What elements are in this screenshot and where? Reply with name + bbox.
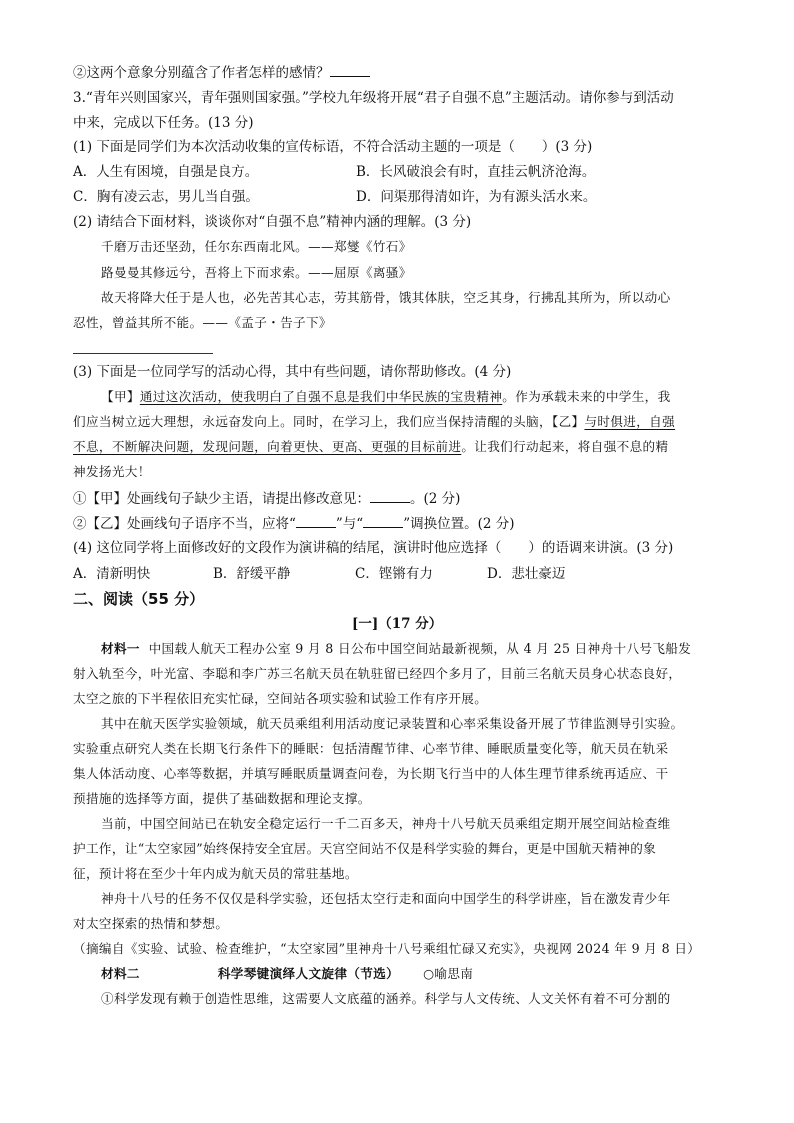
- yi-underlined-sentence-part1: 与时俱进，自强: [584, 414, 676, 429]
- material1-label: 材料一: [101, 641, 140, 656]
- q3-part4-stem: (4) 这位同学将上面修改好的文段作为演讲稿的结尾，演讲时他应选择（ ）的语调来讲演。(3 分): [73, 540, 674, 556]
- material1-p2-line1: 其中在航天医学实验领域，航天员乘组利用活动度记录装置和心率采集设备开展了节律监测导引实验。: [101, 716, 684, 731]
- material1-line1: 材料一 中国载人航天工程办公室 9 月 8 日公布中国空间站最新视频，从 4 月 25 日神舟十八号飞船发: [101, 641, 692, 656]
- q3-part3-sub1: ①【甲】处画线句子缺少主语，请提出修改意见： 。(2 分): [73, 488, 460, 509]
- essay-line2: 们应当树立远大理想，永远奋发向上。同时，在学习上，我们应当保持清醒的头脑，【乙】与时俱进，自强: [73, 414, 676, 429]
- material-quote-1: 千磨万击还坚劲，任尔东西南北风。——郑燮《竹石》: [101, 239, 412, 254]
- material2-title: 科学琴键演绎人文旋律（节选）: [217, 966, 400, 981]
- option-c[interactable]: C．胸有凌云志，男儿当自强。: [73, 189, 259, 205]
- q3-part1-stem: (1) 下面是同学们为本次活动收集的宣传标语，不符合活动主题的一项是（ ）(3 分): [73, 139, 593, 155]
- q3-intro-line1: 3.“青年兴则国家兴，青年强则国家强。”学校九年级将开展“君子自强不息”主题活动。请你参与到活动: [73, 90, 674, 106]
- answer-blank[interactable]: [363, 513, 403, 528]
- answer-line[interactable]: [73, 353, 213, 354]
- material1-p2-line3: 集人体活动度、心率等数据，并填写睡眠质量调查问卷，为长期飞行当中的人体生理节律系统再适应、干: [73, 766, 669, 781]
- material2-header: [101, 964, 473, 984]
- essay-line3: 不息，不断解决问题，发现问题，向着更快、更高、更强的目标前进。让我们行动起来，将自强不息的精: [73, 439, 669, 454]
- option-a[interactable]: A．清新明快: [73, 566, 151, 582]
- option-b[interactable]: B．舒缓平静: [213, 566, 291, 582]
- material-quote-2: 路曼曼其修远兮，吾将上下而求索。——屈原《离骚》: [101, 265, 412, 280]
- reading-part-heading: [一]（17 分）: [352, 616, 443, 632]
- essay-line4: 神发扬光大！: [73, 464, 151, 479]
- option-c[interactable]: C．铿锵有力: [355, 566, 433, 582]
- material2-label: 材料二: [101, 966, 140, 981]
- q3-part3-sub2: ②【乙】处画线句子语序不当，应将“ ”与“ ”调换位置。(2 分): [73, 513, 515, 534]
- material-quote-3-line1: 故天将降大任于是人也，必先苦其心志，劳其筋骨，饿其体肤，空乏其身，行拂乱其所为，所以动心: [101, 290, 671, 305]
- essay-line1: 【甲】通过这次活动，使我明白了自强不息是我们中华民族的宝贵精神。作为承载未来的中学生，我: [101, 389, 671, 404]
- material1-source: （摘编自《实验、试验、检查维护，“太空家园”里神舟十八号乘组忙碌又充实》，央视网 2024 年 9 月 8 日）: [73, 941, 701, 956]
- option-d[interactable]: D．悲壮豪迈: [487, 566, 566, 582]
- q3-part3-stem: (3) 下面是一位同学写的活动心得，其中有些问题，请你帮助修改。(4 分): [73, 364, 512, 380]
- q3-intro-line2: 中来，完成以下任务。(13 分): [73, 115, 254, 131]
- section-heading-reading: 二、阅读（55 分）: [73, 590, 205, 608]
- answer-blank[interactable]: [296, 513, 336, 528]
- material1-p2-line2: 实验重点研究人类在长期飞行条件下的睡眠：包括清醒节律、心率节律、睡眠质量变化等，航天员在轨采: [73, 741, 669, 756]
- q2-sub-question: ②这两个意象分别蕴含了作者怎样的感情？: [73, 62, 370, 83]
- q3-part2-stem: (2) 请结合下面材料，谈谈你对“自强不息”精神内涵的理解。(3 分): [73, 214, 472, 230]
- answer-blank[interactable]: [330, 62, 370, 77]
- material2-author: ○喻思南: [423, 966, 474, 981]
- material1-p3-line3: 征，预计将在至少十年内成为航天员的常驻基地。: [73, 866, 358, 881]
- material1-p4-line1: 神舟十八号的任务不仅仅是科学实验，还包括太空行走和面向中国学生的科学讲座，旨在激发青少年: [101, 891, 671, 906]
- material2-line1: ①科学发现有赖于创造性思维，这需要人文底蕴的涵养。科学与人文传统、人文关怀有着不可分割的: [101, 991, 671, 1006]
- option-d[interactable]: D．问渠那得清如许，为有源头活水来。: [356, 189, 597, 205]
- material1-line3: 太空之旅的下半程依旧充实忙碌，空间站各项实验和试验工作有序开展。: [73, 691, 488, 706]
- q3-part1-options-row1: [73, 162, 595, 182]
- answer-blank[interactable]: [370, 488, 410, 503]
- material1-p3-line1: 当前，中国空间站已在轨安全稳定运行一千二百多天，神舟十八号航天员乘组定期开展空间站检查维: [101, 816, 671, 831]
- option-a[interactable]: A．人生有困境，自强是良方。: [73, 164, 259, 180]
- option-b[interactable]: B．长风破浪会有时，直挂云帆济沧海。: [356, 164, 596, 180]
- material-quote-3-line2: 忍性，曾益其所不能。——《孟子・告子下》: [73, 315, 332, 330]
- material1-p2-line4: 预措施的选择等方面，提供了基础数据和理论支撑。: [73, 791, 371, 806]
- material1-p3-line2: 护工作，让“太空家园”始终保持安全宜居。天宫空间站不仅是科学实验的舞台，更是中国航天精神的象: [73, 841, 657, 856]
- q3-part1-options-row2: [73, 187, 596, 207]
- material1-line2: 射入轨至今，叶光富、李聪和李广苏三名航天员在轨驻留已经四个多月了，目前三名航天员身心状态良好，: [73, 666, 682, 681]
- q3-part4-options: [73, 564, 565, 584]
- yi-underlined-sentence-part2: 不息，不断解决问题，发现问题，向着更快、更高、更强的目标前进: [73, 439, 462, 454]
- jia-underlined-sentence: 通过这次活动，使我明白了自强不息是我们中华民族的宝贵精神: [139, 389, 503, 404]
- material1-p4-line2: 对太空探索的热情和梦想。: [73, 916, 229, 931]
